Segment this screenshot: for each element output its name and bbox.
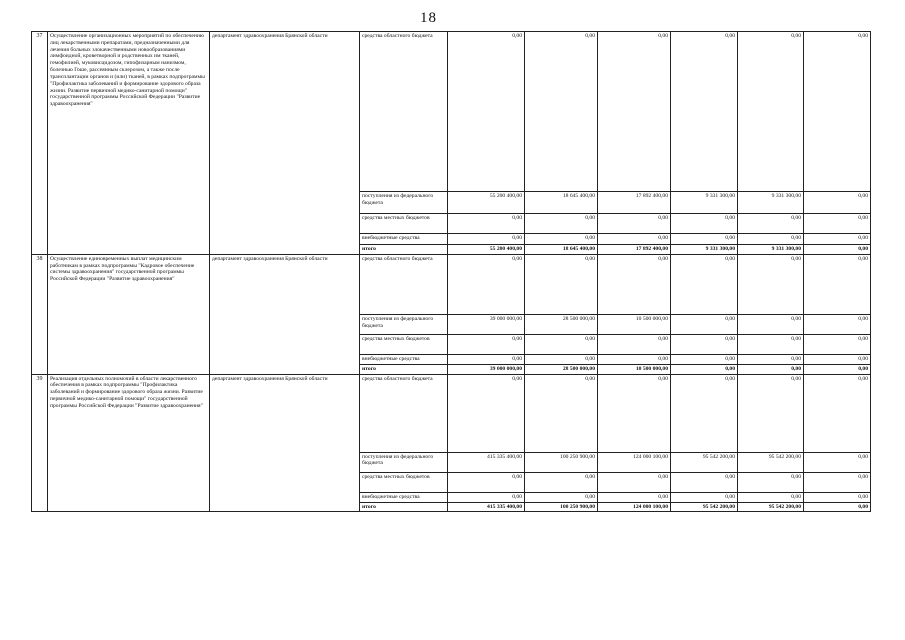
- amount-cell: 0,00: [671, 254, 738, 314]
- amount-cell: 0,00: [448, 354, 525, 364]
- amount-cell: 0,00: [525, 354, 598, 364]
- amount-cell: 0,00: [804, 245, 871, 255]
- row-number: 39: [32, 374, 48, 512]
- amount-cell: 0,00: [448, 234, 525, 245]
- amount-cell: 0,00: [671, 234, 738, 245]
- amount-cell: 0,00: [525, 254, 598, 314]
- amount-cell: 0,00: [804, 192, 871, 214]
- amount-cell: 415 335 400,00: [448, 452, 525, 472]
- amount-cell: 95 542 200,00: [738, 452, 804, 472]
- measure-description: Осуществление организационных мероприятий по обеспечению лиц лекарственными препаратами, предназначенными для лечения больных злокачественными новообразованиями лимфоидной, кроветворной и родственных им тканей, гемофилией, муковисцидозом, гипофизарным нанизмом, болезнью Гоше, рассеянным склерозом, а также после трансплантации органов и (или) тканей, в рамках подпрограммы "Профилактика заболеваний и формирование здорового образа жизни. Развитие первичной медико-санитарной помощи" государственной программы Российской Федерации "Развитие здравоохранения": [48, 32, 210, 255]
- responsible-department: департамент здравоохранения Брянской области: [210, 374, 360, 512]
- amount-cell: 0,00: [525, 32, 598, 192]
- amount-cell: 9 331 300,00: [671, 245, 738, 255]
- funding-source: внебюджетные средства: [360, 354, 448, 364]
- funding-source: итого: [360, 502, 448, 512]
- funding-source: средства местных бюджетов: [360, 334, 448, 354]
- amount-cell: 10 500 000,00: [598, 364, 671, 374]
- responsible-department: департамент здравоохранения Брянской области: [210, 32, 360, 255]
- amount-cell: 0,00: [738, 254, 804, 314]
- amount-cell: 0,00: [671, 32, 738, 192]
- row-number: 37: [32, 32, 48, 255]
- amount-cell: 0,00: [671, 354, 738, 364]
- amount-cell: 0,00: [671, 364, 738, 374]
- amount-cell: 0,00: [738, 492, 804, 502]
- amount-cell: 0,00: [671, 492, 738, 502]
- amount-cell: 9 331 300,00: [738, 245, 804, 255]
- amount-cell: 0,00: [448, 374, 525, 452]
- amount-cell: 100 250 900,00: [525, 502, 598, 512]
- amount-cell: 0,00: [598, 472, 671, 492]
- amount-cell: 0,00: [671, 334, 738, 354]
- amount-cell: 0,00: [525, 374, 598, 452]
- amount-cell: 17 892 400,00: [598, 192, 671, 214]
- funding-source: средства областного бюджета: [360, 32, 448, 192]
- amount-cell: 0,00: [598, 374, 671, 452]
- funding-source: внебюджетные средства: [360, 492, 448, 502]
- amount-cell: 0,00: [671, 374, 738, 452]
- amount-cell: 0,00: [804, 354, 871, 364]
- amount-cell: 0,00: [598, 492, 671, 502]
- amount-cell: 55 200 400,00: [448, 245, 525, 255]
- amount-cell: 0,00: [448, 214, 525, 234]
- funding-source: итого: [360, 245, 448, 255]
- amount-cell: 0,00: [738, 234, 804, 245]
- amount-cell: 95 542 200,00: [671, 452, 738, 472]
- amount-cell: 55 200 400,00: [448, 192, 525, 214]
- funding-source: средства областного бюджета: [360, 254, 448, 314]
- amount-cell: 0,00: [738, 354, 804, 364]
- table-row: [32, 32, 871, 192]
- amount-cell: 0,00: [525, 334, 598, 354]
- page-number: 18: [420, 10, 437, 26]
- amount-cell: 0,00: [448, 254, 525, 314]
- amount-cell: 0,00: [804, 492, 871, 502]
- amount-cell: 18 645 400,00: [525, 245, 598, 255]
- amount-cell: 17 892 400,00: [598, 245, 671, 255]
- funding-source: поступления из федерального бюджета: [360, 192, 448, 214]
- amount-cell: 0,00: [448, 492, 525, 502]
- amount-cell: 0,00: [598, 254, 671, 314]
- funding-source: средства местных бюджетов: [360, 214, 448, 234]
- amount-cell: 0,00: [738, 364, 804, 374]
- amount-cell: 0,00: [671, 314, 738, 334]
- amount-cell: 0,00: [738, 374, 804, 452]
- amount-cell: 0,00: [598, 354, 671, 364]
- amount-cell: 0,00: [448, 334, 525, 354]
- budget-table: [31, 31, 871, 512]
- amount-cell: 0,00: [448, 32, 525, 192]
- amount-cell: 39 000 000,00: [448, 314, 525, 334]
- amount-cell: 0,00: [738, 472, 804, 492]
- amount-cell: 0,00: [804, 502, 871, 512]
- amount-cell: 28 500 000,00: [525, 314, 598, 334]
- amount-cell: 0,00: [448, 472, 525, 492]
- amount-cell: 0,00: [804, 314, 871, 334]
- amount-cell: 0,00: [804, 374, 871, 452]
- funding-source: внебюджетные средства: [360, 234, 448, 245]
- amount-cell: 95 542 200,00: [738, 502, 804, 512]
- funding-source: средства областного бюджета: [360, 374, 448, 452]
- amount-cell: 0,00: [525, 234, 598, 245]
- amount-cell: 0,00: [525, 214, 598, 234]
- amount-cell: 0,00: [804, 254, 871, 314]
- responsible-department: департамент здравоохранения Брянской области: [210, 254, 360, 374]
- amount-cell: 0,00: [525, 472, 598, 492]
- amount-cell: 95 542 200,00: [671, 502, 738, 512]
- amount-cell: 0,00: [598, 334, 671, 354]
- funding-source: итого: [360, 364, 448, 374]
- amount-cell: 0,00: [804, 364, 871, 374]
- amount-cell: 0,00: [804, 214, 871, 234]
- amount-cell: 0,00: [525, 492, 598, 502]
- amount-cell: 0,00: [804, 472, 871, 492]
- funding-source: поступления из федерального бюджета: [360, 314, 448, 334]
- amount-cell: 0,00: [738, 314, 804, 334]
- amount-cell: 0,00: [671, 214, 738, 234]
- amount-cell: 0,00: [598, 234, 671, 245]
- amount-cell: 0,00: [738, 334, 804, 354]
- amount-cell: 18 645 400,00: [525, 192, 598, 214]
- amount-cell: 0,00: [671, 472, 738, 492]
- measure-description: Осуществление единовременных выплат медицинским работникам в рамках подпрограммы "Кадровое обеспечение системы здравоохранения" государственной программы Российской Федерации "Развитие здравоохранения": [48, 254, 210, 374]
- amount-cell: 0,00: [598, 214, 671, 234]
- measure-description: Реализация отдельных полномочий в области лекарственного обеспечения в рамках подпрограммы "Профилактика заболеваний и формирование здорового образа жизни. Развитие первичной медико-санитарной помощи" государственной программы Российской Федерации "Развитие здравоохранения": [48, 374, 210, 512]
- table-row: [32, 374, 871, 452]
- amount-cell: 39 000 000,00: [448, 364, 525, 374]
- amount-cell: 0,00: [738, 32, 804, 192]
- funding-source: поступления из федерального бюджета: [360, 452, 448, 472]
- amount-cell: 9 331 300,00: [738, 192, 804, 214]
- amount-cell: 100 250 900,00: [525, 452, 598, 472]
- amount-cell: 0,00: [804, 334, 871, 354]
- funding-source: средства местных бюджетов: [360, 472, 448, 492]
- amount-cell: 124 000 100,00: [598, 452, 671, 472]
- amount-cell: 124 000 100,00: [598, 502, 671, 512]
- table-row: [32, 254, 871, 314]
- amount-cell: 28 500 000,00: [525, 364, 598, 374]
- amount-cell: 0,00: [804, 452, 871, 472]
- amount-cell: 415 335 400,00: [448, 502, 525, 512]
- row-number: 38: [32, 254, 48, 374]
- amount-cell: 0,00: [598, 32, 671, 192]
- amount-cell: 0,00: [804, 234, 871, 245]
- amount-cell: 10 500 000,00: [598, 314, 671, 334]
- amount-cell: 9 331 300,00: [671, 192, 738, 214]
- amount-cell: 0,00: [738, 214, 804, 234]
- amount-cell: 0,00: [804, 32, 871, 192]
